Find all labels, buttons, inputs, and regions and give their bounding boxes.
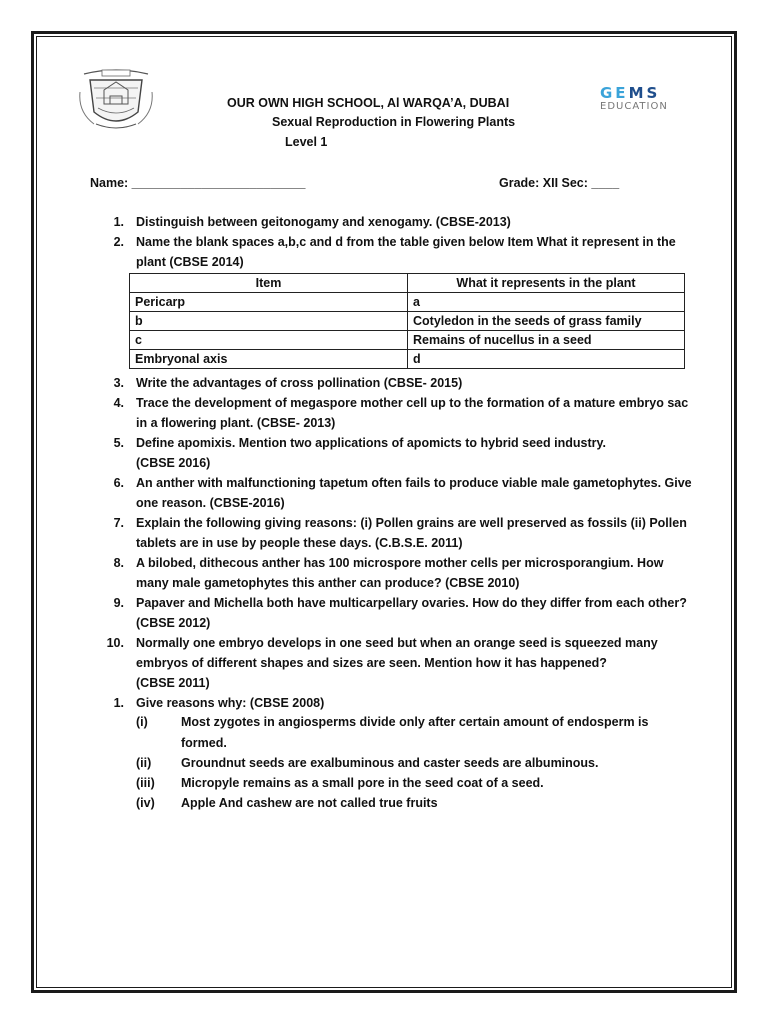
question-text: tablets are in use by people these days. (C.B.S.E. 2011)	[136, 536, 463, 550]
subitem-number: (iv)	[136, 796, 155, 810]
question-text: (CBSE 2011)	[136, 676, 210, 690]
question-number: 9.	[113, 596, 124, 610]
question-number: 1.	[113, 215, 124, 229]
table-cell: Cotyledon in the seeds of grass family	[408, 312, 685, 331]
grade-field-label: Grade: XII Sec: ____	[499, 176, 620, 190]
table-cell: Pericarp	[130, 293, 408, 312]
gems-logo-text-a: GE	[600, 84, 629, 102]
table-header-row	[130, 274, 685, 293]
question-text: A bilobed, dithecous anther has 100 microspore mother cells per microsporangium. How	[136, 556, 664, 570]
question-number: 8.	[113, 556, 124, 570]
gems-logo-text-b: MS	[628, 84, 661, 102]
question-text: Papaver and Michella both have multicarpellary ovaries. How do they differ from each other?	[136, 596, 687, 610]
question-text: one reason. (CBSE-2016)	[136, 496, 285, 510]
question-text: (CBSE 2016)	[136, 456, 211, 470]
subitem-number: (i)	[136, 715, 148, 729]
question-text: Normally one embryo develops in one seed but when an orange seed is squeezed many	[136, 636, 658, 650]
table-row	[130, 331, 685, 350]
question-text: An anther with malfunctioning tapetum often fails to produce viable male gametophytes. Give	[136, 476, 692, 490]
table-row	[130, 312, 685, 331]
question-text: many male gametophytes this anther can produce? (CBSE 2010)	[136, 576, 520, 590]
question-number: 10.	[106, 636, 124, 650]
table-row	[130, 293, 685, 312]
question-text: Explain the following giving reasons: (i) Pollen grains are well preserved as fossils (ii) Pollen	[136, 516, 687, 530]
school-name: OUR OWN HIGH SCHOOL, Al WARQA’A, DUBAI	[227, 96, 510, 110]
name-field-label: Name: _________________________	[90, 176, 306, 190]
school-crest-logo	[76, 68, 156, 132]
question-text: Give reasons why: (CBSE 2008)	[136, 696, 325, 710]
subitem-number: (iii)	[136, 776, 155, 790]
question-number: 2.	[113, 235, 124, 249]
question-number: 1.	[113, 696, 124, 710]
question-text: Define apomixis. Mention two applications of apomicts to hybrid seed industry.	[136, 436, 606, 450]
question-text: Write the advantages of cross pollination (CBSE- 2015)	[136, 376, 463, 390]
table-cell: Embryonal axis	[130, 350, 408, 369]
worksheet-subject: Sexual Reproduction in Flowering Plants	[272, 115, 516, 129]
subitem-text: Apple And cashew are not called true fruits	[181, 796, 438, 810]
gems-logo-education-text: EDUCATION	[600, 101, 668, 112]
question-text: Name the blank spaces a,b,c and d from the table given below Item What it represent in the	[136, 235, 676, 249]
gems-education-logo	[600, 86, 688, 114]
table-cell: b	[130, 312, 408, 331]
subitem-number: (ii)	[136, 756, 152, 770]
question-number: 3.	[113, 376, 124, 390]
table-row	[130, 350, 685, 369]
subitem-text: Micropyle remains as a small pore in the seed coat of a seed.	[181, 776, 544, 790]
subitem-text: Most zygotes in angiosperms divide only after certain amount of endosperm is	[181, 715, 649, 729]
question-number: 6.	[113, 476, 124, 490]
question-text: embryos of different shapes and sizes are seen. Mention how it has happened?	[136, 656, 607, 670]
subitem-text: formed.	[181, 736, 227, 750]
table-cell: d	[408, 350, 685, 369]
question-text: in a flowering plant. (CBSE- 2013)	[136, 416, 336, 430]
table-header-cell: What it represents in the plant	[408, 274, 685, 293]
table-cell: a	[408, 293, 685, 312]
worksheet-level: Level 1	[285, 135, 328, 149]
question-text: plant (CBSE 2014)	[136, 255, 244, 269]
table-header-cell: Item	[130, 274, 408, 293]
question-text: Distinguish between geitonogamy and xenogamy. (CBSE-2013)	[136, 215, 511, 229]
items-table	[129, 273, 685, 369]
question-number: 5.	[113, 436, 124, 450]
subitem-text: Groundnut seeds are exalbuminous and caster seeds are albuminous.	[181, 756, 599, 770]
table-cell: c	[130, 331, 408, 350]
table-cell: Remains of nucellus in a seed	[408, 331, 685, 350]
question-text: (CBSE 2012)	[136, 616, 211, 630]
question-number: 4.	[113, 396, 124, 410]
question-number: 7.	[113, 516, 124, 530]
question-text: Trace the development of megaspore mother cell up to the formation of a mature embryo sac	[136, 396, 689, 410]
